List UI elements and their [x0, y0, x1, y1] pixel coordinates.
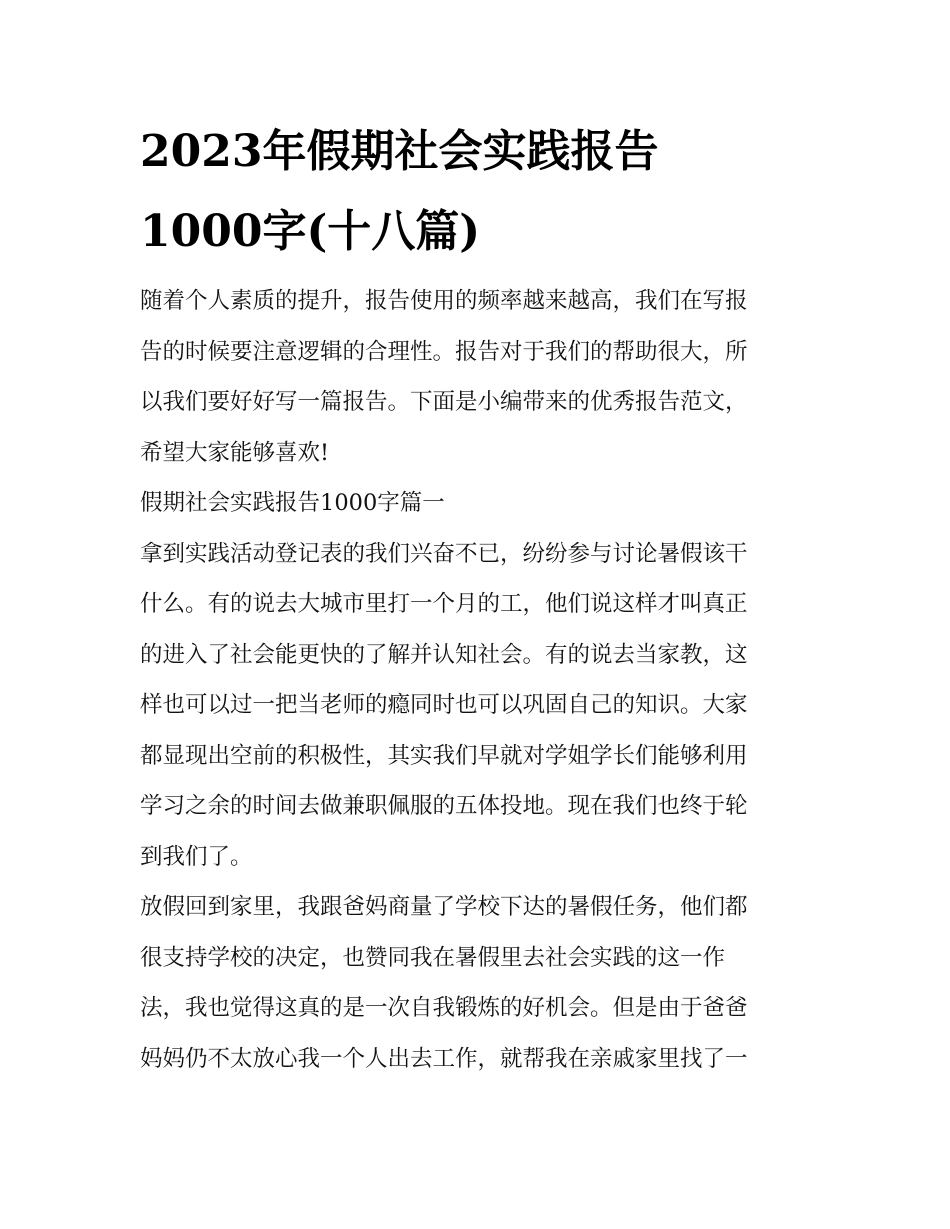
- title-line: 2023年假期社会实践报告: [140, 126, 659, 177]
- text-line: 很支持学校的决定，也赞同我在暑假里去社会实践的这一作: [140, 944, 726, 971]
- text-line: 假期社会实践报告1000字篇一: [140, 490, 445, 516]
- text-line: 样也可以过一把当老师的瘾同时也可以巩固自己的知识。大家: [140, 692, 748, 718]
- text-line: 都显现出空前的积极性，其实我们早就对学姐学长们能够利用: [140, 742, 748, 769]
- text-line: 什么。有的说去大城市里打一个月的工，他们说这样才叫真正: [140, 591, 748, 617]
- document-body: [140, 276, 812, 1084]
- text-line: 妈妈仍不太放心我一个人出去工作，就帮我在亲戚家里找了一: [140, 1045, 748, 1072]
- section-heading: [140, 478, 812, 529]
- text-line: 告的时候要注意逻辑的合理性。报告对于我们的帮助很大，所: [140, 338, 748, 365]
- text-line: 到我们了。: [140, 843, 253, 870]
- text-line: 法，我也觉得这真的是一次自我锻炼的好机会。但是由于爸爸: [140, 995, 748, 1021]
- text-line: 随着个人素质的提升，报告使用的频率越来越高，我们在写报: [140, 288, 748, 314]
- title-line: 1000字(十八篇): [140, 206, 481, 257]
- document-title: [140, 112, 820, 272]
- text-line: 的进入了社会能更快的了解并认知社会。有的说去当家教，这: [140, 641, 748, 668]
- text-line: 希望大家能够喜欢!: [140, 439, 330, 466]
- text-line: 拿到实践活动登记表的我们兴奋不已，纷纷参与讨论暑假该干: [140, 540, 748, 567]
- text-line: 以我们要好好写一篇报告。下面是小编带来的优秀报告范文，: [140, 389, 748, 415]
- text-line: 放假回到家里，我跟爸妈商量了学校下达的暑假任务，他们都: [140, 894, 748, 920]
- body-paragraph: [140, 529, 812, 883]
- intro-paragraph: [140, 276, 812, 478]
- body-paragraph: [140, 882, 812, 1084]
- text-line: 学习之余的时间去做兼职佩服的五体投地。现在我们也终于轮: [140, 793, 748, 819]
